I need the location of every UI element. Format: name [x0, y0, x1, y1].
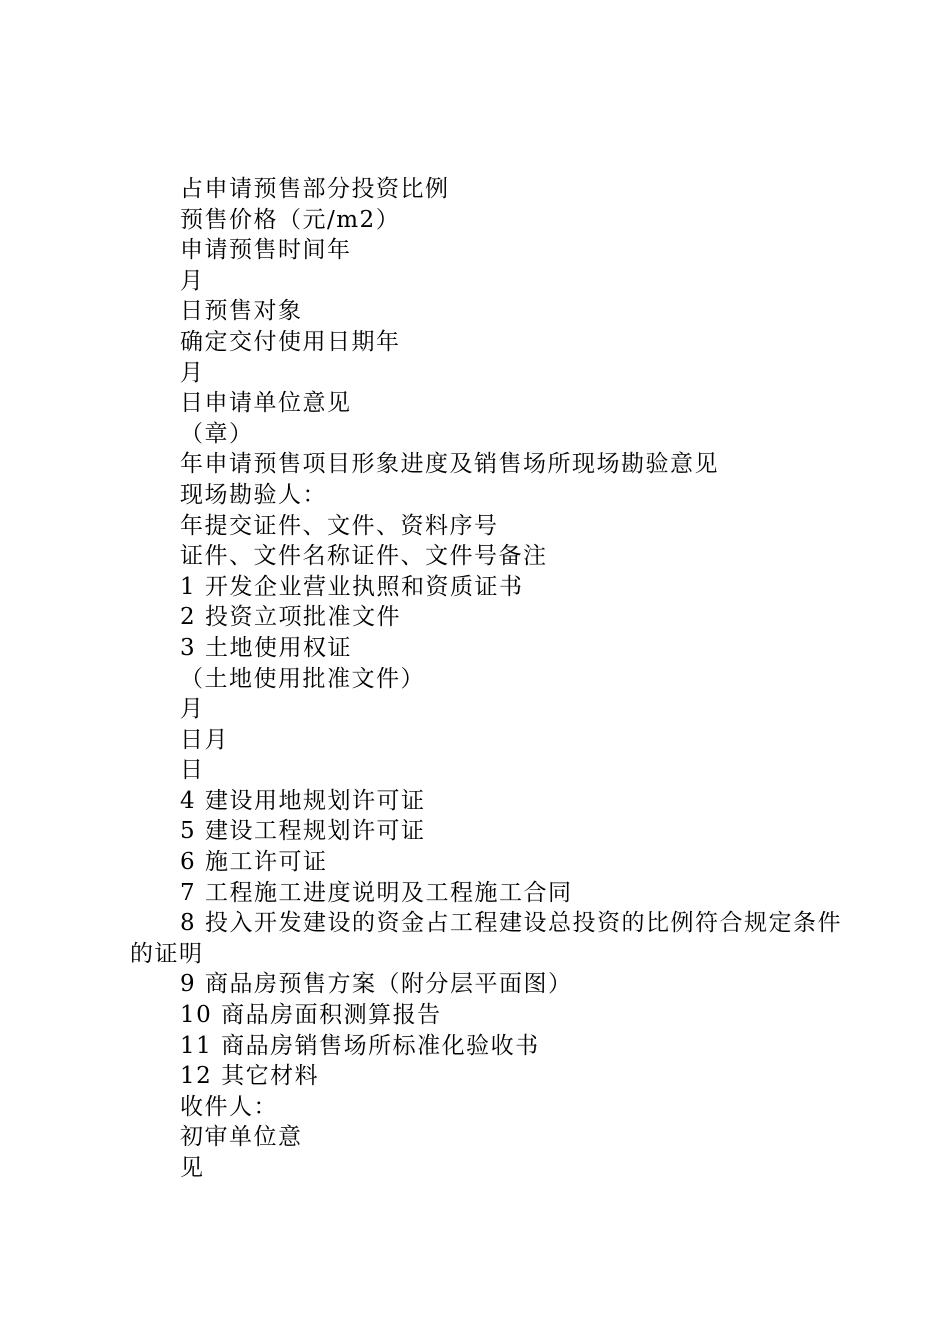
text-line: 预售价格（元/m2）	[180, 206, 401, 233]
text-line: 现场勘验人：	[180, 481, 327, 508]
text-line: 10 商品房面积测算报告	[180, 1002, 442, 1029]
text-line: 日月	[180, 726, 229, 753]
text-line: 占申请预售部分投资比例	[180, 176, 450, 202]
text-line: 月	[180, 267, 205, 294]
text-line: 日申请单位意见	[180, 390, 352, 417]
text-line: 年提交证件、文件、资料序号	[180, 512, 499, 539]
text-line: 7 工程施工进度说明及工程施工合同	[180, 879, 573, 906]
text-line: 确定交付使用日期年	[180, 328, 401, 355]
text-line-wrapped: 8 投入开发建设的资金占工程建设总投资的比例符合规定条件的证明	[130, 910, 842, 967]
text-line: 日	[180, 757, 205, 784]
text-line: 5 建设工程规划许可证	[180, 818, 426, 845]
text-line: 4 建设用地规划许可证	[180, 787, 426, 814]
text-line: 申请预售时间年	[180, 237, 352, 264]
text-line: 2 投资立项批准文件	[180, 604, 401, 631]
document-body	[130, 174, 850, 1184]
text-line: 9 商品房预售方案（附分层平面图）	[180, 971, 573, 998]
text-line: 3 土地使用权证	[180, 634, 352, 661]
text-line: 1 开发企业营业执照和资质证书	[180, 573, 524, 600]
text-line: （土地使用批准文件）	[180, 665, 425, 692]
text-line: 见	[180, 1155, 205, 1181]
text-line: （章）	[180, 420, 254, 447]
text-line: 证件、文件名称证件、文件号备注	[180, 543, 548, 570]
text-line: 月	[180, 696, 205, 723]
text-line: 初审单位意	[180, 1124, 303, 1151]
text-line: 12 其它材料	[180, 1063, 320, 1090]
text-line: 收件人：	[180, 1093, 278, 1120]
text-line: 日预售对象	[180, 298, 303, 325]
text-line: 年申请预售项目形象进度及销售场所现场勘验意见	[180, 451, 719, 478]
text-line: 11 商品房销售场所标准化验收书	[180, 1032, 540, 1059]
text-line: 月	[180, 359, 205, 386]
text-line: 6 施工许可证	[180, 849, 328, 876]
